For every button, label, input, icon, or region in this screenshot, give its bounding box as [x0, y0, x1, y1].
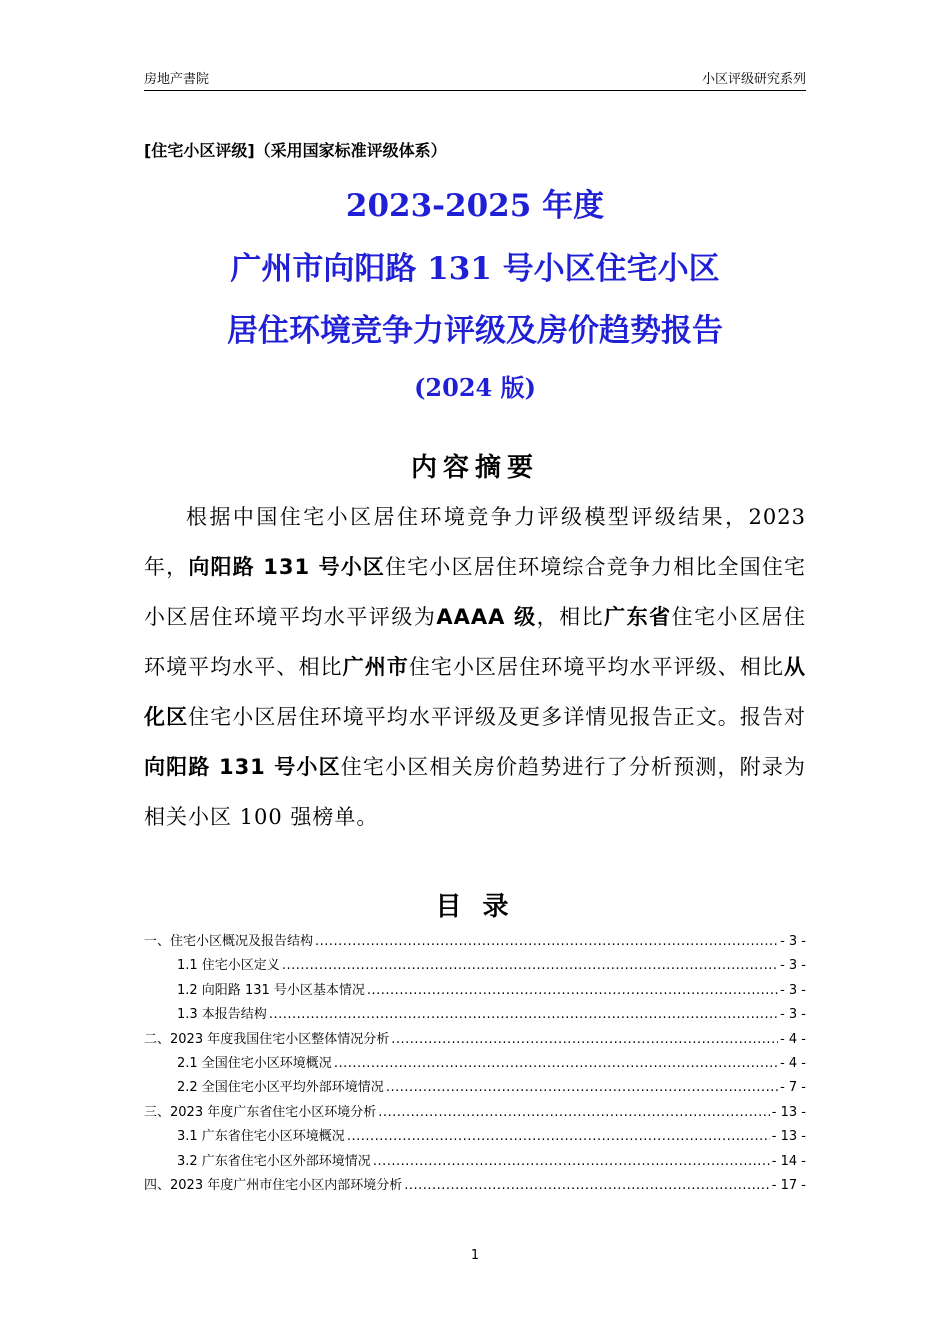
toc-entry-page: - 3 -	[780, 958, 806, 974]
abstract-emphasis: 向阳路 131 号小区	[144, 755, 341, 779]
toc-entry-page: - 13 -	[771, 1129, 806, 1145]
toc-entry[interactable]	[144, 954, 806, 978]
abstract-paragraph	[144, 492, 806, 842]
abstract-emphasis: 向阳路 131 号小区	[188, 555, 386, 579]
toc-entry[interactable]	[144, 1101, 806, 1125]
toc-entry-page: - 4 -	[780, 1031, 806, 1047]
toc-entry[interactable]	[144, 979, 806, 1003]
page-number: 1	[470, 1248, 480, 1263]
toc-leader-dots	[386, 1080, 778, 1095]
table-of-contents	[144, 930, 806, 1198]
toc-entry-label: 2.1 全国住宅小区环境概况	[177, 1055, 332, 1071]
toc-entry-label: 1.2 向阳路 131 号小区基本情况	[177, 982, 365, 998]
toc-leader-dots	[404, 1178, 770, 1193]
abstract-text: 住宅小区相关房价趋势进行了分析预测，附录为相关小区 100 强榜单。	[144, 755, 807, 829]
toc-entry-label: 2.2 全国住宅小区平均外部环境情况	[177, 1080, 384, 1096]
toc-entry-page: - 3 -	[780, 934, 806, 949]
header-series: 小区评级研究系列	[701, 72, 806, 87]
report-title-line-3: 居住环境竞争力评级及房价趋势报告	[227, 313, 723, 349]
toc-entry-label: 三、2023 年度广东省住宅小区环境分析	[144, 1104, 377, 1120]
toc-leader-dots	[282, 958, 778, 973]
abstract-heading: 内容摘要	[410, 453, 539, 483]
abstract-text: 住宅小区居住环境综合竞争力相比全国住宅小区居住环境平均水平评级为	[144, 555, 807, 629]
abstract-emphasis: 从化区	[144, 655, 807, 729]
toc-entry[interactable]	[144, 1125, 806, 1149]
toc-entry-label: 1.1 住宅小区定义	[177, 958, 280, 974]
report-title-line-2: 广州市向阳路 131 号小区住宅小区	[230, 251, 720, 287]
abstract-emphasis: AAAA 级	[436, 605, 537, 629]
header-publisher: 房地产書院	[144, 72, 210, 87]
toc-entry-page: - 13 -	[771, 1104, 806, 1120]
toc-entry[interactable]	[144, 1028, 806, 1052]
toc-leader-dots	[269, 1007, 778, 1022]
toc-leader-dots	[315, 934, 778, 949]
abstract-text: 根据中国住宅小区居住环境竞争力评级模型评级结果，2023 年，	[144, 505, 806, 579]
toc-entry[interactable]	[144, 930, 806, 954]
toc-entry[interactable]	[144, 1076, 806, 1100]
toc-entry-page: - 3 -	[780, 982, 806, 998]
abstract-text: 住宅小区居住环境平均水平评级及更多详情见报告正文。报告对	[188, 705, 807, 729]
toc-entry-label: 二、2023 年度我国住宅小区整体情况分析	[144, 1031, 390, 1047]
toc-leader-dots	[373, 1154, 770, 1169]
toc-entry-page: - 3 -	[780, 1007, 806, 1023]
toc-leader-dots	[367, 983, 778, 998]
toc-entry[interactable]	[144, 1174, 806, 1198]
toc-leader-dots	[378, 1105, 770, 1120]
toc-entry[interactable]	[144, 1150, 806, 1174]
toc-entry[interactable]	[144, 1052, 806, 1076]
abstract-emphasis: 广东省	[604, 605, 672, 629]
toc-entry-page: - 14 -	[771, 1153, 806, 1169]
toc-entry-page: - 4 -	[780, 1055, 806, 1071]
toc-entry-label: 3.1 广东省住宅小区环境概况	[177, 1129, 345, 1145]
toc-entry-label: 一、住宅小区概况及报告结构	[144, 934, 314, 949]
toc-entry[interactable]	[144, 1003, 806, 1027]
toc-entry-label: 1.3 本报告结构	[177, 1007, 267, 1023]
toc-leader-dots	[391, 1032, 778, 1047]
toc-entry-page: - 17 -	[771, 1177, 806, 1193]
report-title-line-1: 2023-2025 年度	[345, 188, 605, 224]
toc-entry-label: 3.2 广东省住宅小区外部环境情况	[177, 1153, 371, 1169]
abstract-text: 住宅小区居住环境平均水平评级、相比	[408, 655, 785, 679]
abstract-text: 住宅小区居住环境平均水平、相比	[144, 605, 807, 679]
toc-heading: 目 录	[435, 892, 515, 922]
toc-entry-label: 四、2023 年度广州市住宅小区内部环境分析	[144, 1177, 403, 1193]
toc-leader-dots	[334, 1056, 778, 1071]
abstract-text: ，相比	[536, 605, 605, 629]
page-header	[144, 66, 806, 91]
report-edition: (2024 版)	[414, 373, 536, 402]
toc-entry-page: - 7 -	[780, 1080, 806, 1096]
report-tagline: [住宅小区评级]（采用国家标准评级体系）	[144, 141, 447, 160]
abstract-emphasis: 广州市	[342, 655, 409, 679]
toc-leader-dots	[347, 1129, 770, 1144]
